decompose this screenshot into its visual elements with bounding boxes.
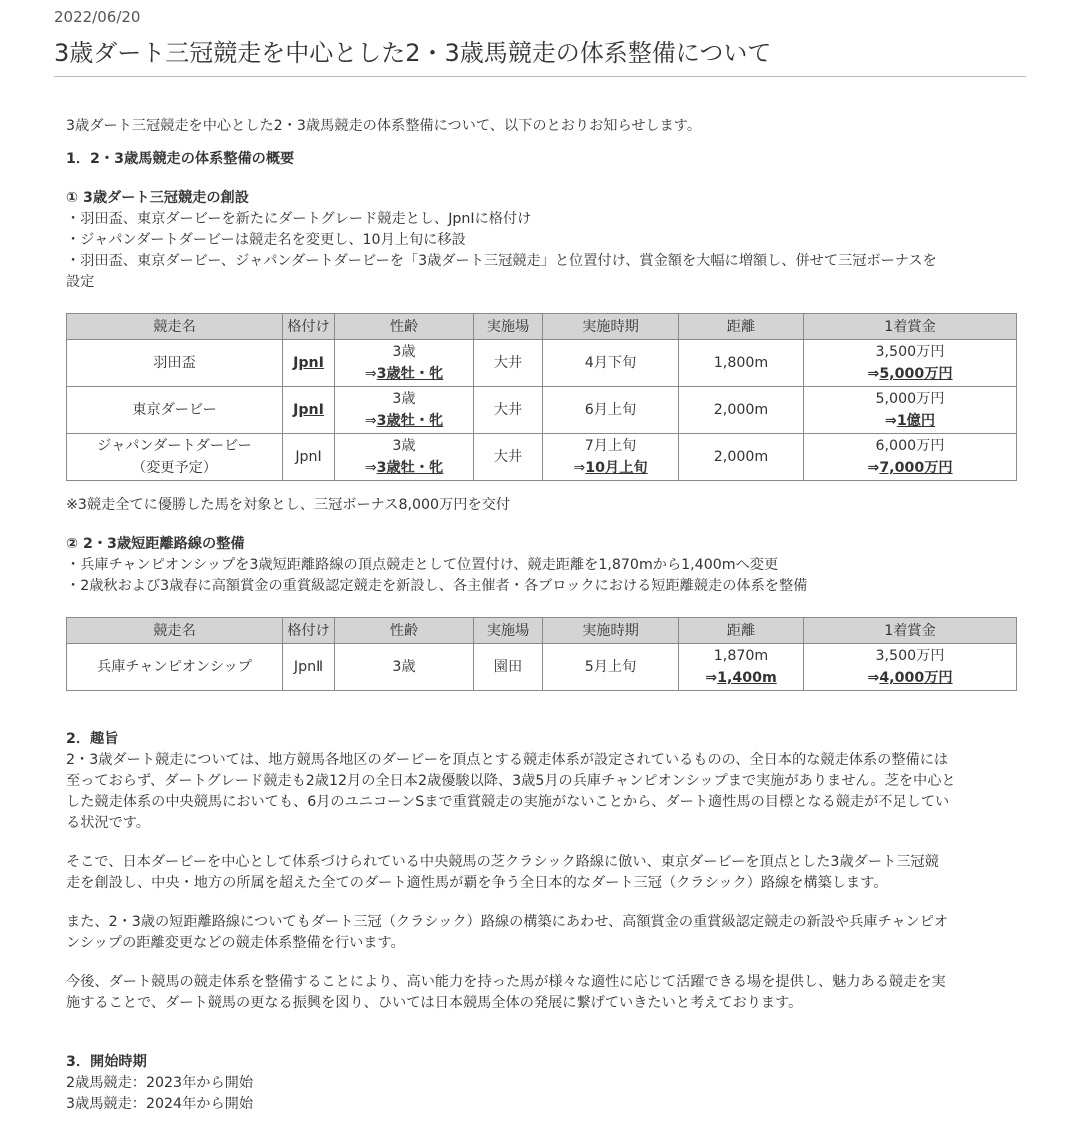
purpose-paragraph: そこで、日本ダービーを中心として体系づけられている中央競馬の芝クラシック路線に倣い、東京ダービーを頂点とした3歳ダート三冠競 走を創設し、中央・地方の所属を超えた全てのダート適性馬が覇を争う全日本的なダート三冠（クラシック）路線を構築します。	[66, 854, 939, 891]
intro-text: 3歳ダート三冠競走を中心とした2・3歳馬競走の体系整備について、以下のとおりお知らせします。	[66, 118, 702, 134]
section2-heading: 2．趣旨	[66, 731, 119, 747]
distance-cell: 1,870m ⇒1,400m	[679, 644, 804, 691]
sub1-bullet: ・ジャパンダートダービーは競走名を変更し、10月上旬に移設	[66, 232, 466, 248]
sex-age-cell: 3歳	[335, 644, 474, 691]
col-header-venue: 実施場	[474, 618, 543, 644]
race-name-cell: ジャパンダートダービー （変更予定）	[67, 434, 283, 481]
grade-cell: JpnⅡ	[283, 644, 335, 691]
bonus-note: ※3競走全てに優勝した馬を対象とし、三冠ボーナス8,000万円を交付	[66, 497, 511, 513]
col-header-distance: 距離	[679, 314, 804, 340]
publish-date: 2022/06/20	[54, 8, 141, 26]
col-header-grade: 格付け	[283, 314, 335, 340]
col-header-race-name: 競走名	[67, 314, 283, 340]
prize-cell: 3,500万円 ⇒5,000万円	[804, 340, 1017, 387]
title-divider	[54, 76, 1026, 77]
sprint-route-table	[66, 617, 1017, 691]
col-header-sex-age: 性齢	[335, 314, 474, 340]
prize-cell: 6,000万円 ⇒7,000万円	[804, 434, 1017, 481]
sub1-bullet: ・羽田盃、東京ダービーを新たにダートグレード競走とし、JpnⅠに格付け	[66, 211, 532, 227]
start-line: 2歳馬競走：2023年から開始	[66, 1075, 254, 1091]
sub2-bullet: ・2歳秋および3歳春に高額賞金の重賞級認定競走を新設し、各主催者・各ブロックにおける短距離競走の体系を整備	[66, 578, 808, 594]
col-header-prize: 1着賞金	[804, 314, 1017, 340]
venue-cell: 大井	[474, 387, 543, 434]
table-row	[67, 644, 1017, 691]
grade-cell: JpnⅠ	[283, 434, 335, 481]
sub1-bullet: ・羽田盃、東京ダービー、ジャパンダートダービーを「3歳ダート三冠競走」と位置付け、賞金額を大幅に増額し、併せて三冠ボーナスを	[66, 253, 937, 269]
period-cell: 7月上旬 ⇒10月上旬	[543, 434, 679, 481]
table-row	[67, 387, 1017, 434]
period-cell: 4月下旬	[543, 340, 679, 387]
prize-cell: 5,000万円 ⇒1億円	[804, 387, 1017, 434]
table-header-row	[67, 618, 1017, 644]
col-header-prize: 1着賞金	[804, 618, 1017, 644]
period-cell: 5月上旬	[543, 644, 679, 691]
grade-cell: JpnⅠ	[283, 340, 335, 387]
table-row	[67, 340, 1017, 387]
col-header-sex-age: 性齢	[335, 618, 474, 644]
sub2-heading: ② 2・3歳短距離路線の整備	[66, 536, 245, 552]
sub1-heading: ① 3歳ダート三冠競走の創設	[66, 190, 249, 206]
article-body	[66, 116, 1026, 1115]
table-row	[67, 434, 1017, 481]
grade-cell: JpnⅠ	[283, 387, 335, 434]
section3-heading: 3．開始時期	[66, 1054, 147, 1070]
purpose-paragraph: また、2・3歳の短距離路線についてもダート三冠（クラシック）路線の構築にあわせ、高額賞金の重賞級認定競走の新設や兵庫チャンピオ ンシップの距離変更などの競走体系整備を行います。	[66, 914, 949, 951]
col-header-venue: 実施場	[474, 314, 543, 340]
col-header-race-name: 競走名	[67, 618, 283, 644]
distance-cell: 1,800m	[679, 340, 804, 387]
sub1-bullet: 設定	[66, 274, 95, 290]
distance-cell: 2,000m	[679, 387, 804, 434]
purpose-paragraph: 今後、ダート競馬の競走体系を整備することにより、高い能力を持った馬が様々な適性に応じて活躍できる場を提供し、魅力ある競走を実 施することで、ダート競馬の更なる振興を図り、ひいては日本競馬全体の発展に繋げていきたいと考えております。	[66, 974, 946, 1011]
col-header-period: 実施時期	[543, 618, 679, 644]
race-name-cell: 兵庫チャンピオンシップ	[67, 644, 283, 691]
period-cell: 6月上旬	[543, 387, 679, 434]
venue-cell: 園田	[474, 644, 543, 691]
sex-age-cell: 3歳 ⇒3歳牡・牝	[335, 387, 474, 434]
sex-age-cell: 3歳 ⇒3歳牡・牝	[335, 434, 474, 481]
dirt-triple-crown-table	[66, 313, 1017, 481]
race-name-cell: 東京ダービー	[67, 387, 283, 434]
sub2-bullet: ・兵庫チャンピオンシップを3歳短距離路線の頂点競走として位置付け、競走距離を1,870mから1,400mへ変更	[66, 557, 779, 573]
venue-cell: 大井	[474, 340, 543, 387]
sex-age-cell: 3歳 ⇒3歳牡・牝	[335, 340, 474, 387]
distance-cell: 2,000m	[679, 434, 804, 481]
col-header-period: 実施時期	[543, 314, 679, 340]
section1-heading: 1．2・3歳馬競走の体系整備の概要	[66, 151, 295, 167]
start-line: 3歳馬競走：2024年から開始	[66, 1096, 254, 1112]
race-name-cell: 羽田盃	[67, 340, 283, 387]
purpose-paragraph: 2・3歳ダート競走については、地方競馬各地区のダービーを頂点とする競走体系が設定されているものの、全日本的な競走体系の整備には 至っておらず、ダートグレード競走も2歳12月の全日本2歳優駿以降、3歳5月の兵庫チャンピオンシップまで実施がありません。芝を中心と した競走体系の中央競馬においても、6月のユニコーンSまで重賞競走の実施がないことから、ダート適性馬の目標となる競走が不足してい る状況です。	[66, 752, 956, 831]
page-title: 3歳ダート三冠競走を中心とした2・3歳馬競走の体系整備について	[54, 39, 772, 67]
col-header-distance: 距離	[679, 618, 804, 644]
table-header-row	[67, 314, 1017, 340]
prize-cell: 3,500万円 ⇒4,000万円	[804, 644, 1017, 691]
venue-cell: 大井	[474, 434, 543, 481]
col-header-grade: 格付け	[283, 618, 335, 644]
